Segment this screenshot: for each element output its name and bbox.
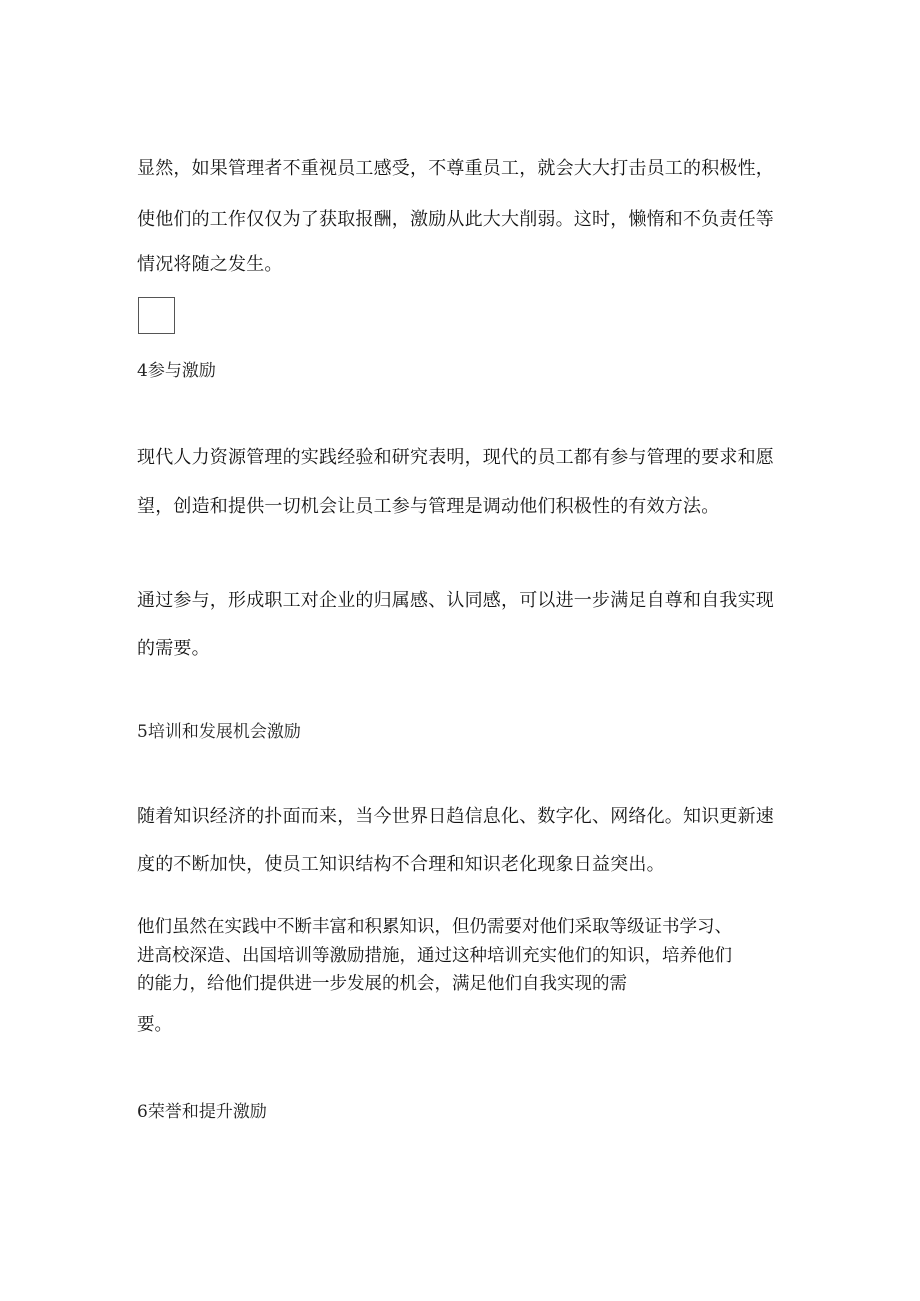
section-5-paragraph-1-line-1: 随着知识经济的扑面而来，当今世界日趋信息化、数字化、网络化。知识更新速 <box>137 806 774 827</box>
paragraph-1-line-3: 情况将随之发生。 <box>137 254 283 275</box>
section-5-heading: 5培训和发展机会激励 <box>137 722 301 742</box>
paragraph-1-line-2: 使他们的工作仅仅为了获取报酬，激励从此大大削弱。这时，懒惰和不负责任等 <box>137 209 774 230</box>
section-5-paragraph-2-line-4: 要。 <box>137 1015 172 1035</box>
section-6-heading: 6荣誉和提升激励 <box>137 1102 267 1122</box>
image-placeholder <box>138 297 175 334</box>
section-4-paragraph-1-line-2: 望，创造和提供一切机会让员工参与管理是调动他们积极性的有效方法。 <box>137 496 720 517</box>
section-4-heading: 4参与激励 <box>137 361 216 381</box>
section-5-paragraph-2-line-3: 的能力，给他们提供进一步发展的机会，满足他们自我实现的需 <box>137 974 627 994</box>
section-5-paragraph-1-line-2: 度的不断加快，使员工知识结构不合理和知识老化现象日益突出。 <box>137 854 665 875</box>
section-4-paragraph-2-line-1: 通过参与，形成职工对企业的归属感、认同感，可以进一步满足自尊和自我实现 <box>137 590 774 611</box>
section-4-paragraph-2-line-2: 的需要。 <box>137 638 210 659</box>
paragraph-1-line-1: 显然，如果管理者不重视员工感受，不尊重员工，就会大大打击员工的积极性， <box>137 158 774 179</box>
section-5-paragraph-2-line-1: 他们虽然在实践中不断丰富和积累知识，但仍需要对他们采取等级证书学习、 <box>137 917 732 937</box>
section-4-paragraph-1-line-1: 现代人力资源管理的实践经验和研究表明，现代的员工都有参与管理的要求和愿 <box>137 447 774 468</box>
section-5-paragraph-2-line-2: 进高校深造、出国培训等激励措施，通过这种培训充实他们的知识，培养他们 <box>137 946 732 966</box>
